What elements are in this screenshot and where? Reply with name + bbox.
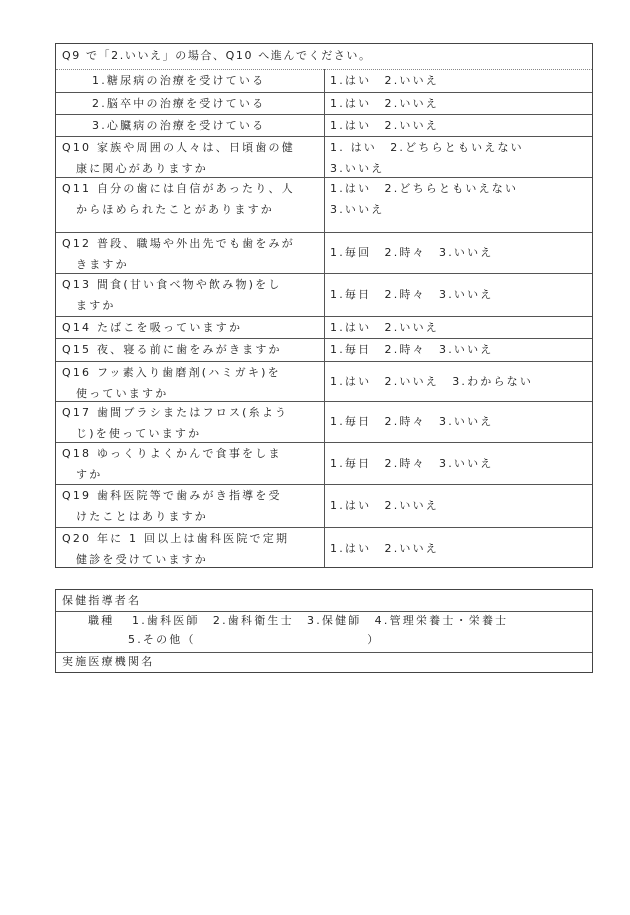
question-line: 1.糖尿病の治療を受けている (92, 74, 266, 87)
answer-options (330, 93, 590, 114)
instructor-table (55, 589, 593, 673)
answer-options (330, 411, 590, 432)
answer-line: 1.毎回 2.時々 3.いいえ (330, 246, 494, 259)
question-line: Q10 家族や周囲の人々は、日頃歯の健 (62, 141, 295, 154)
answer-line: 1.毎日 2.時々 3.いいえ (330, 415, 494, 428)
question-line: Q17 歯間ブラシまたはフロス(糸よう (62, 406, 289, 419)
question-line: からほめられたことがありますか (76, 203, 274, 216)
question-line: けたことはありますか (76, 510, 208, 523)
question-line: じ)を使っていますか (76, 427, 202, 440)
answer-options (330, 242, 590, 263)
question-text (62, 137, 320, 179)
question-text (62, 317, 320, 338)
answer-line: 1.はい 2.いいえ (330, 499, 439, 512)
question-text (62, 362, 320, 404)
question-line: Q18 ゆっくりよくかんで食事をしま (62, 447, 282, 460)
questionnaire-table (55, 43, 593, 568)
question-text (62, 485, 320, 527)
question-text (62, 443, 320, 485)
answer-line: 3.いいえ (330, 203, 385, 216)
answer-line: 1.はい 2.いいえ (330, 96, 439, 110)
answer-options (330, 371, 590, 392)
instructor-label: 保健指導者名 (62, 594, 142, 607)
table-header: Q9 で「2.いいえ」の場合、Q10 へ進んでください。 (62, 49, 372, 62)
question-line: 健診を受けていますか (76, 553, 208, 566)
answer-line: 1.はい 2.いいえ (330, 74, 439, 87)
answer-options (330, 317, 590, 338)
question-line: Q14 たばこを吸っていますか (62, 320, 243, 334)
answer-line: 1.はい 2.いいえ 3.わからない (330, 374, 534, 388)
answer-options (330, 178, 590, 220)
question-line: Q11 自分の歯には自信があったり、人 (62, 182, 295, 195)
question-line: 3.心臓病の治療を受けている (92, 118, 266, 132)
question-text (62, 233, 320, 275)
institution-label: 実施医療機関名 (62, 655, 155, 668)
answer-options (330, 284, 590, 305)
question-text (62, 274, 320, 316)
question-line: Q19 歯科医院等で歯みがき指導を受 (62, 489, 282, 502)
question-text (62, 402, 320, 444)
question-line: Q12 普段、職場や外出先でも歯をみが (62, 237, 295, 250)
answer-options (330, 137, 590, 179)
question-text (62, 178, 320, 220)
column-divider (324, 69, 325, 567)
answer-line: 1.毎日 2.時々 3.いいえ (330, 343, 494, 356)
question-line: きますか (76, 258, 129, 271)
question-line: 2.脳卒中の治療を受けている (92, 96, 266, 110)
question-line: 康に関心がありますか (76, 162, 208, 175)
answer-line: 1.はい 2.いいえ (330, 118, 439, 132)
question-line: すか (76, 468, 103, 481)
question-line: 使っていますか (76, 387, 169, 400)
answer-line: 1.毎日 2.時々 3.いいえ (330, 288, 494, 301)
answer-line: 1. はい 2.どちらともいえない (330, 141, 524, 154)
answer-line: 1.毎日 2.時々 3.いいえ (330, 456, 494, 470)
answer-options (330, 538, 590, 559)
question-line: Q16 フッ素入り歯磨剤(ハミガキ)を (62, 366, 281, 379)
job-options-line2: 5.その他（ ） (128, 633, 381, 646)
question-text (62, 339, 320, 360)
question-line: ますか (76, 299, 116, 312)
answer-options (330, 70, 590, 91)
answer-options (330, 495, 590, 516)
question-text (92, 93, 350, 114)
answer-line: 1.はい 2.いいえ (330, 541, 439, 555)
answer-line: 3.いいえ (330, 162, 385, 175)
answer-line: 1.はい 2.いいえ (330, 320, 439, 334)
job-options-line1: 1.歯科医師 2.歯科衛生士 3.保健師 4.管理栄養士・栄養士 (132, 614, 509, 627)
question-line: Q15 夜、寝る前に歯をみがきますか (62, 343, 282, 356)
question-text (62, 528, 320, 570)
answer-options (330, 115, 590, 136)
question-line: Q13 間食(甘い食べ物や飲み物)をし (62, 278, 282, 291)
question-text (92, 115, 350, 136)
question-line: Q20 年に 1 回以上は歯科医院で定期 (62, 532, 290, 545)
question-text (92, 70, 350, 91)
answer-options (330, 339, 590, 360)
answer-options (330, 453, 590, 474)
answer-line: 1.はい 2.どちらともいえない (330, 182, 519, 195)
job-label: 職種 (88, 614, 115, 627)
